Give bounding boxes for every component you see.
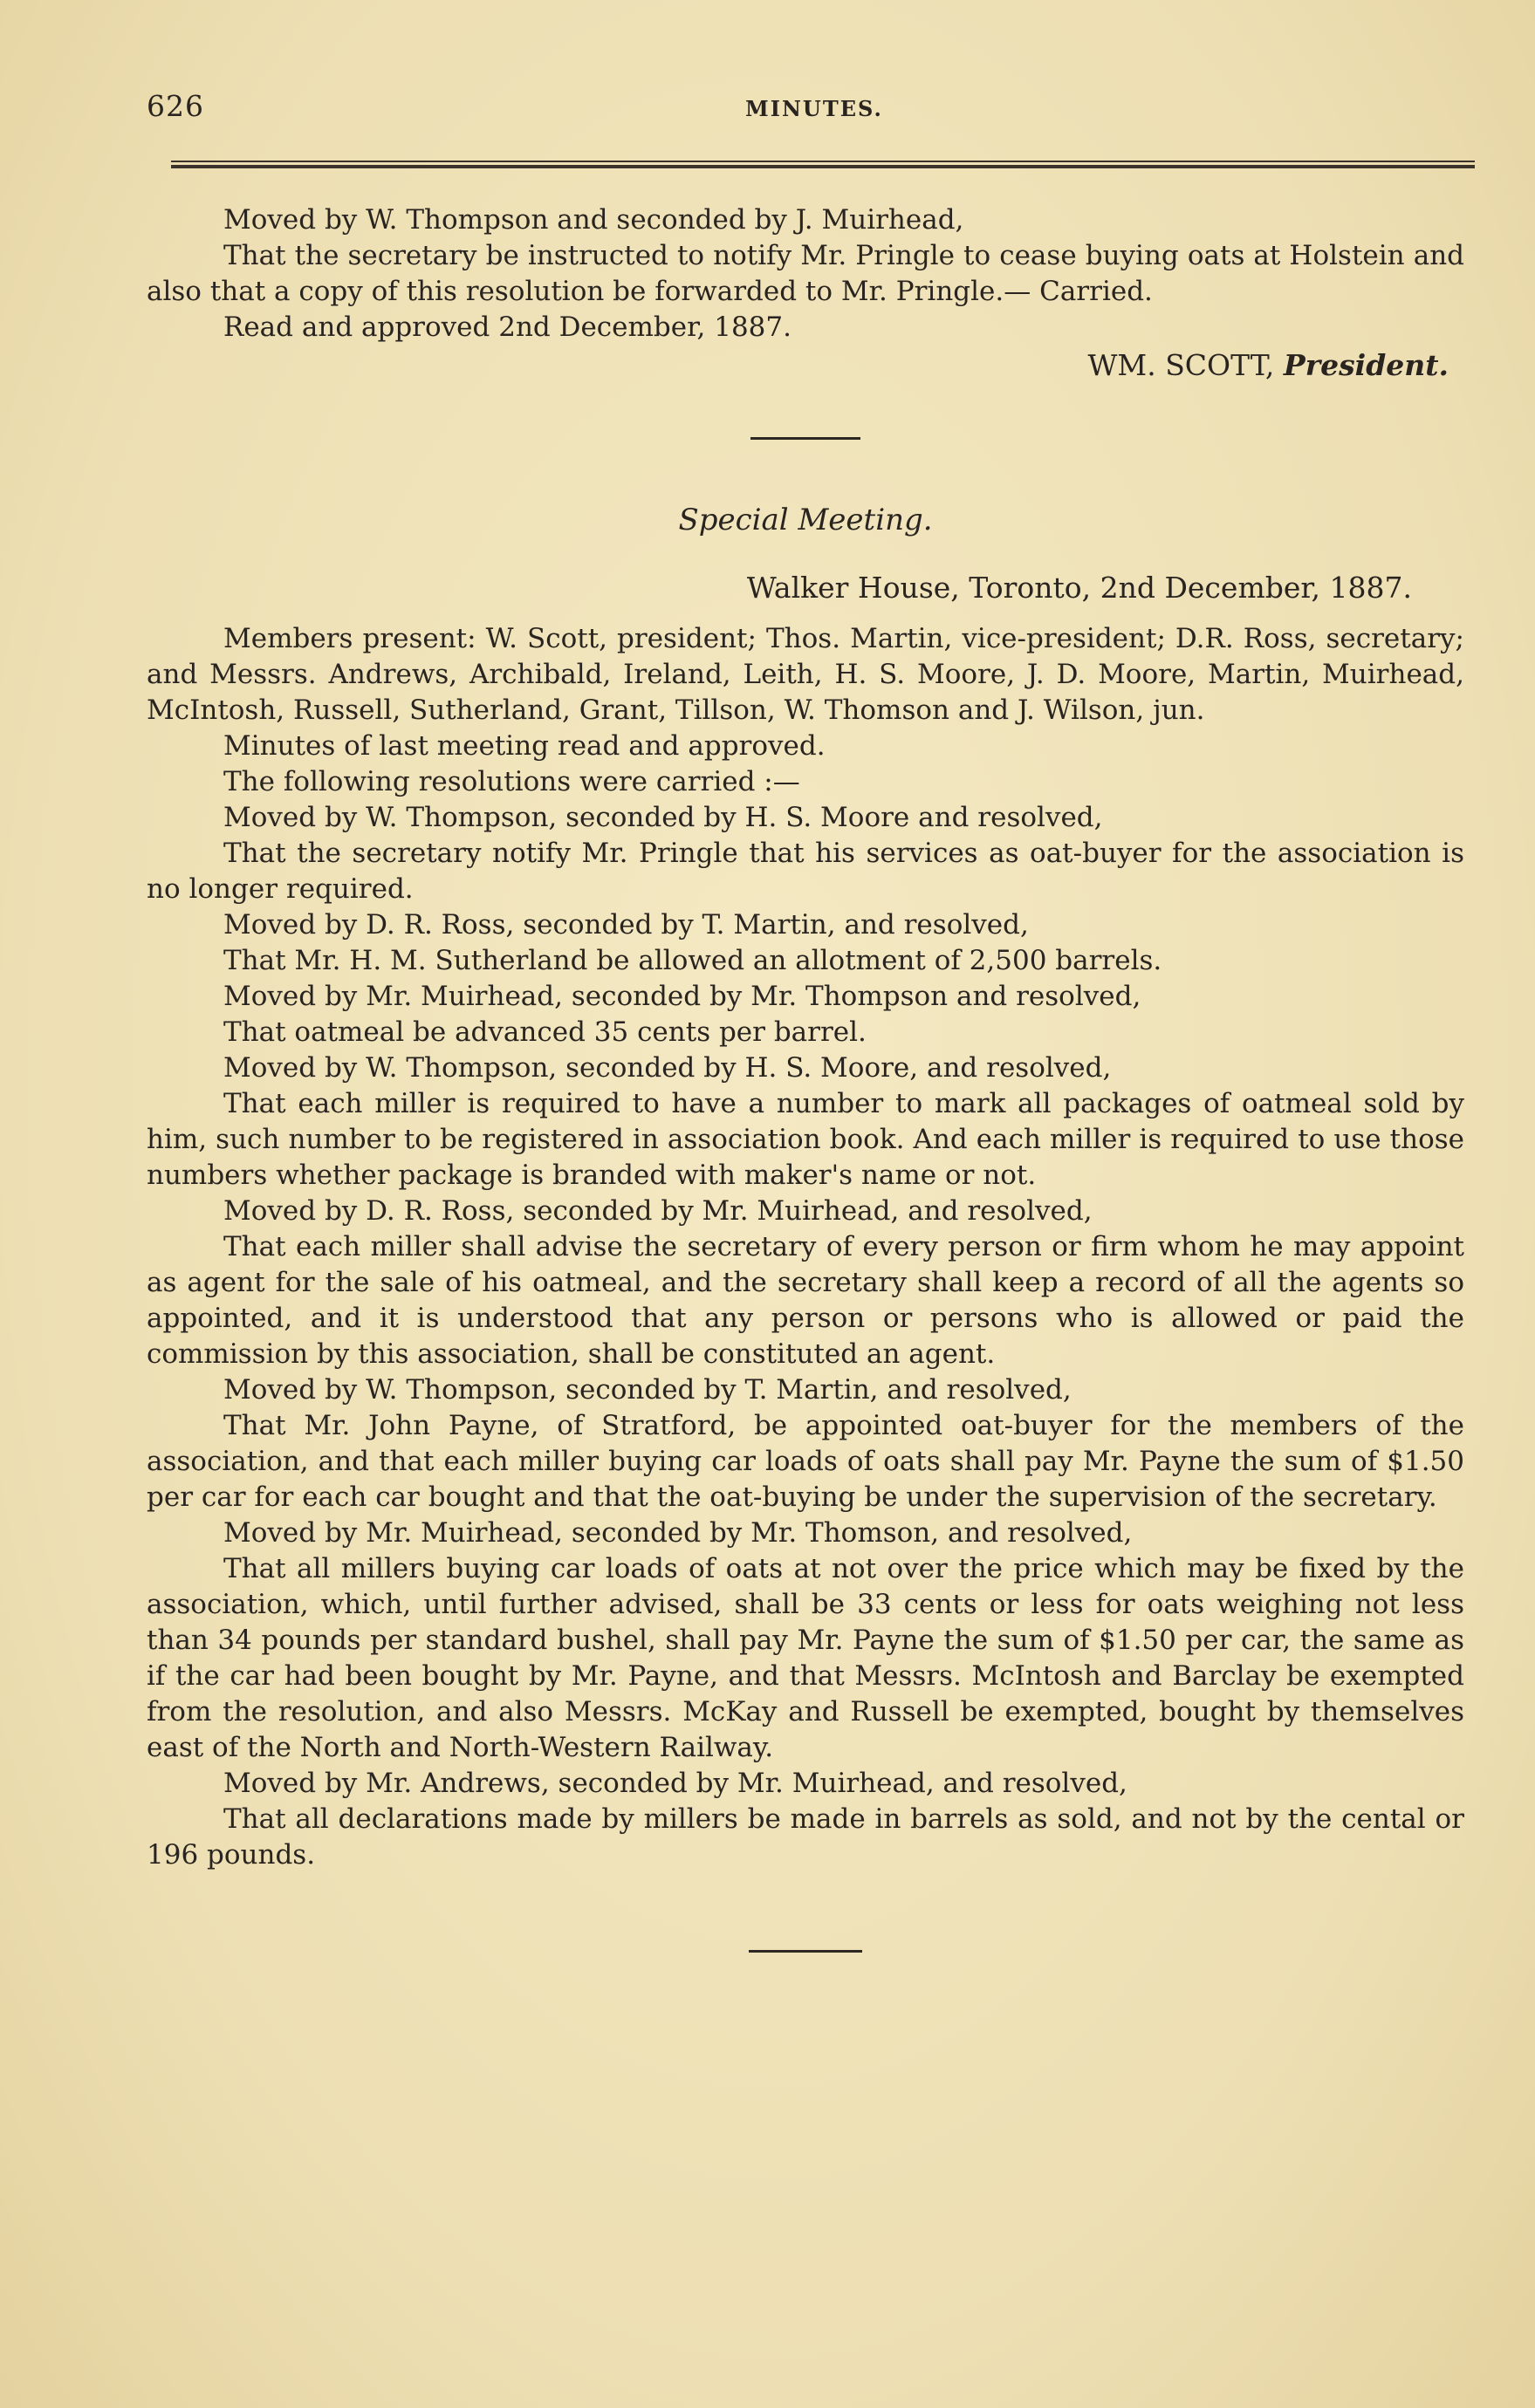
motion-7-text: That all millers buying car loads of oats at not over the price which may be fixed by the association, which, until further advised, shall be 33 cents or less for oats weighing not less than 34 pounds per standard bushel, shall pay Mr. Payne the sum of $1.50 per car, the same as if the car had been bought by Mr. Payne, and that Messrs. McIntosh and Barclay be exempted from the resolution, and also Messrs. McKay and Russell be exempted, bought by themselves east of the North and North-Western Railway. (147, 1553, 1464, 1763)
motion-3-mover: Moved by Mr. Muirhead, seconded by Mr. Thompson and resolved, (223, 981, 1141, 1012)
motion-8-mover: Moved by Mr. Andrews, seconded by Mr. Muirhead, and resolved, (223, 1768, 1127, 1799)
motion-1-mover: Moved by W. Thompson, seconded by H. S. Moore and resolved, (223, 802, 1103, 833)
minutes-approved: Minutes of last meeting read and approved. (223, 730, 826, 762)
resolutions-intro: The following resolutions were carried :— (223, 766, 800, 797)
running-head: MINUTES. (745, 96, 883, 121)
page-number: 626 (147, 89, 204, 123)
page-body (147, 202, 1464, 1953)
header-double-rule (171, 161, 1475, 168)
meeting-place-date: Walker House, Toronto, 2nd December, 1887. (746, 571, 1412, 605)
president-signature (147, 347, 1449, 383)
motion-6-text: That Mr. John Payne, of Stratford, be appointed oat-buyer for the members of the association, and that each miller buying car loads of oats shall pay Mr. Payne the sum of $1.50 per car for each car bought and that the oat-buying be under the supervision of the secretary. (147, 1410, 1464, 1513)
motion-7-mover: Moved by Mr. Muirhead, seconded by Mr. Thomson, and resolved, (223, 1517, 1133, 1549)
approval-line: Read and approved 2nd December, 1887. (223, 311, 791, 343)
previous-motion-intro: Moved by W. Thompson and seconded by J. Muirhead, (223, 204, 964, 236)
previous-resolution: That the secretary be instructed to notify Mr. Pringle to cease buying oats at Holstein and also that a copy of this resolution be forwarded to Mr. Pringle.— Carried. (147, 240, 1464, 307)
motion-5-text: That each miller shall advise the secretary of every person or firm whom he may appoint as agent for the sale of his oatmeal, and the secretary shall keep a record of all the agents so appointed, and it is understood that any person or persons who is allowed or paid the commission by this association, shall be constituted an agent. (147, 1231, 1464, 1370)
page-header (147, 89, 1482, 124)
motion-4-mover: Moved by W. Thompson, seconded by H. S. Moore, and resolved, (223, 1052, 1112, 1084)
special-meeting-heading: Special Meeting. (678, 503, 933, 537)
motion-3-text: That oatmeal be advanced 35 cents per barrel. (223, 1016, 867, 1048)
motion-5-mover: Moved by D. R. Ross, seconded by Mr. Muirhead, and resolved, (223, 1195, 1093, 1227)
members-present: Members present: W. Scott, president; Thos. Martin, vice-president; D.R. Ross, secretary; and Messrs. Andrews, Archibald, Ireland, Leith, H. S. Moore, J. D. Moore, Martin, Muirhead, McIntosh, Russell, Sutherland, Grant, Tillson, W. Thomson and J. Wilson, jun. (147, 623, 1464, 726)
motion-6-mover: Moved by W. Thompson, seconded by T. Martin, and resolved, (223, 1374, 1072, 1406)
end-divider (749, 1950, 862, 1953)
motion-2-mover: Moved by D. R. Ross, seconded by T. Martin, and resolved, (223, 909, 1029, 941)
signature-name: WM. SCOTT, (1087, 348, 1275, 382)
signature-title: President. (1283, 348, 1449, 382)
motion-2-text: That Mr. H. M. Sutherland be allowed an allotment of 2,500 barrels. (223, 945, 1162, 976)
motion-8-text: That all declarations made by millers be made in barrels as sold, and not by the cental or 196 pounds. (147, 1803, 1464, 1871)
motion-4-text: That each miller is required to have a number to mark all packages of oatmeal sold by him, such number to be registered in association book. And each miller is required to use those numbers whether package is branded with maker's name or not. (147, 1088, 1464, 1191)
motion-1-text: That the secretary notify Mr. Pringle that his services as oat-buyer for the association is no longer required. (147, 838, 1464, 905)
section-divider (750, 437, 860, 440)
